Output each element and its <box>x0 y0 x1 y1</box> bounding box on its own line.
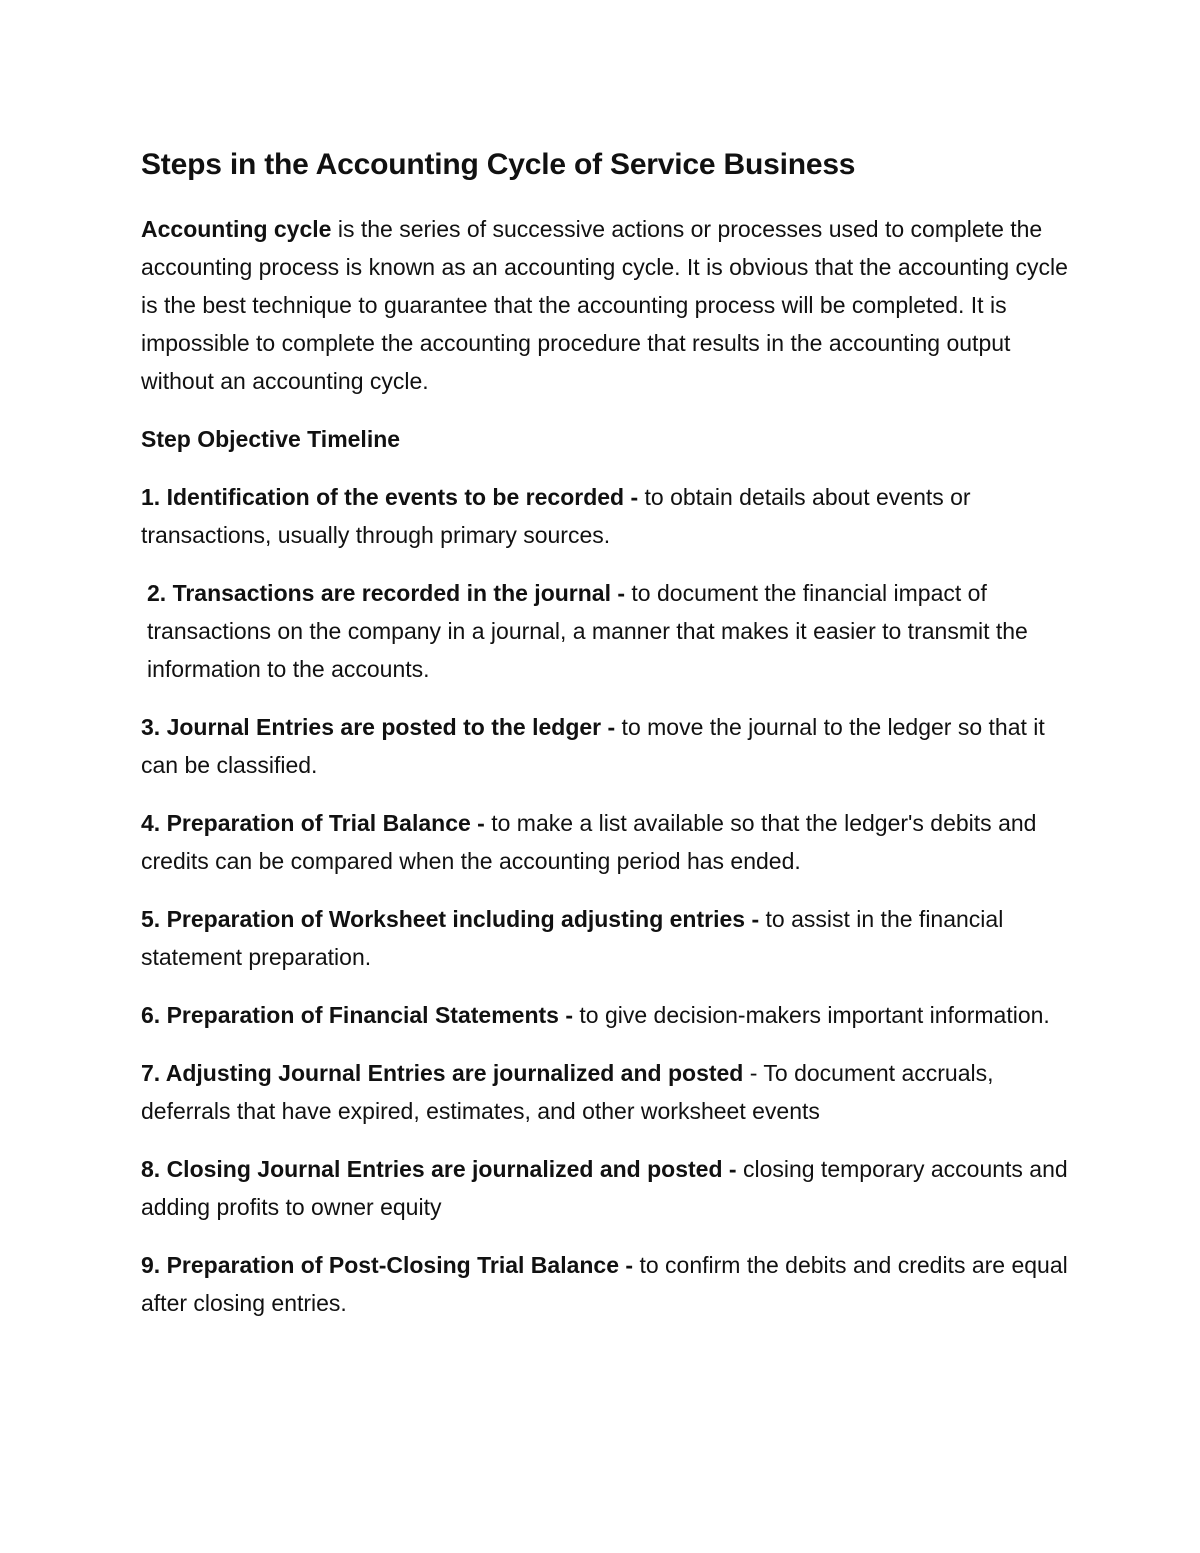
step-description: to confirm the debits and credits are equal after closing entries. <box>141 1252 1068 1316</box>
step-description: to obtain details about events or transactions, usually through primary sources. <box>141 484 971 548</box>
step-heading: 8. Closing Journal Entries are journalized and posted - <box>141 1156 737 1182</box>
step-description: closing temporary accounts and adding profits to owner equity <box>141 1156 1068 1220</box>
step-item-4 <box>141 804 1071 880</box>
step-item-1 <box>141 478 1071 554</box>
step-item-7 <box>141 1054 1071 1130</box>
step-heading: 5. Preparation of Worksheet including adjusting entries - <box>141 906 760 932</box>
step-item-5 <box>141 900 1071 976</box>
intro-text: is the series of successive actions or processes used to complete the accounting process is known as an accounting cycle. It is obvious that the accounting cycle is the best technique to guarantee that the accounting process will be completed. It is impossible to complete the accounting procedure that results in the accounting output without an accounting cycle. <box>141 216 1068 394</box>
section-subheading: Step Objective Timeline <box>141 426 401 452</box>
step-heading: 1. Identification of the events to be recorded - <box>141 484 639 510</box>
step-heading: 9. Preparation of Post-Closing Trial Balance - <box>141 1252 634 1278</box>
step-heading: 6. Preparation of Financial Statements - <box>141 1002 573 1028</box>
step-item-8 <box>141 1150 1071 1226</box>
intro-paragraph <box>141 210 1071 400</box>
document-content <box>141 146 1071 1322</box>
step-heading: 2. Transactions are recorded in the journal - <box>147 580 626 606</box>
step-item-6 <box>141 996 1071 1034</box>
step-description: to document the financial impact of transactions on the company in a journal, a manner that makes it easier to transmit the information to the accounts. <box>147 580 1028 682</box>
step-heading: 4. Preparation of Trial Balance - <box>141 810 485 836</box>
step-description: to make a list available so that the ledger's debits and credits can be compared when the accounting period has ended. <box>141 810 1037 874</box>
step-item-2 <box>141 574 1071 688</box>
step-description: to move the journal to the ledger so that it can be classified. <box>141 714 1045 778</box>
step-description: to assist in the financial statement preparation. <box>141 906 1004 970</box>
intro-term: Accounting cycle <box>141 216 332 242</box>
step-description: to give decision-makers important information. <box>573 1002 1050 1028</box>
step-description: - To document accruals, deferrals that have expired, estimates, and other worksheet events <box>141 1060 994 1124</box>
step-heading: 3. Journal Entries are posted to the ledger - <box>141 714 616 740</box>
step-item-9 <box>141 1246 1071 1322</box>
document-title: Steps in the Accounting Cycle of Service Business <box>141 148 856 181</box>
step-item-3 <box>141 708 1071 784</box>
step-heading: 7. Adjusting Journal Entries are journalized and posted <box>141 1060 744 1086</box>
